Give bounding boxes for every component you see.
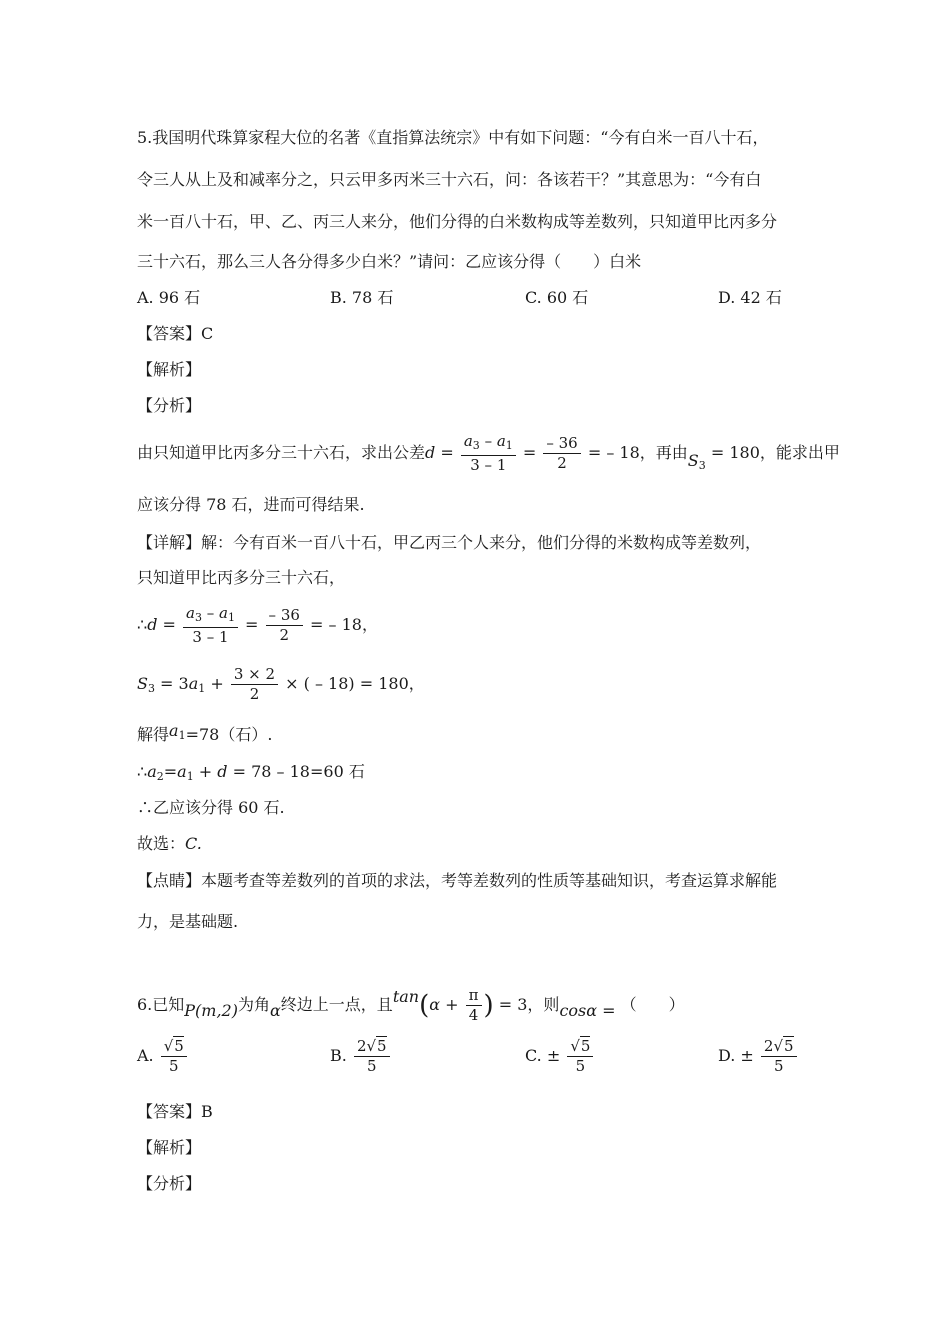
q6-jiexi-heading: 【解析】 (137, 1138, 202, 1157)
q6-fenxi-heading: 【分析】 (137, 1174, 202, 1193)
q5-option-b: B. 78 石 (330, 288, 394, 307)
q6-option-a: A. $\frac{√5}{5}$ (137, 1036, 189, 1076)
q5-jiexi-heading: 【解析】 (137, 360, 202, 379)
q5-detail-line-1: 【详解】解：今有百米一百八十石，甲乙丙三个人来分，他们分得的米数构成等差数列， (137, 533, 762, 552)
q5-formula-s3: $S_3 = 3a_1$ + $\frac{3 \times 2}{2}$ × ( – 18) = 180， (137, 665, 425, 703)
q6-option-b: B. $\frac{2√5}{5}$ (330, 1036, 392, 1076)
q6-answer: 【答案】B (137, 1102, 213, 1121)
q5-option-c: C. 60 石 (525, 288, 589, 307)
q5-formula-d: ∴d = $\frac{a_3 - a_1}{3 - 1}$ = $\frac{- 36}{2}$ = – 18， (137, 604, 378, 646)
q5-line-2: 令三人从上及和减率分之，只云甲多丙米三十六石，问：各该若干？”其意思为：“今有白 (137, 170, 762, 189)
q5-comment-line-1: 【点睛】本题考查等差数列的首项的求法，考等差数列的性质等基础知识，考查运算求解能 (137, 871, 778, 890)
q6-option-d: D. ± $\frac{2√5}{5}$ (718, 1036, 799, 1076)
q5-comment-line-2: 力，是基础题. (137, 912, 239, 931)
q5-option-a: A. 96 石 (137, 288, 201, 307)
q5-solve-a1: 解得$a_1=78$（石）. (137, 721, 273, 744)
q5-detail-line-2: 只知道甲比丙多分三十六石， (137, 568, 346, 587)
q5-fenxi-heading: 【分析】 (137, 396, 202, 415)
q5-conclusion: ∴乙应该分得 60 石. (137, 798, 285, 817)
q5-line-3: 米一百八十石，甲、乙、丙三人来分，他们分得的白米数构成等差数列，只知道甲比丙多分 (137, 212, 778, 231)
q5-option-d: D. 42 石 (718, 288, 782, 307)
q5-analysis-line-2: 应该分得 78 石，进而可得结果. (137, 495, 365, 514)
q6-stem: 6.已知P(m,2)为角α终边上一点，且tan(α + $\frac{\pi}{4}$ ) = 3，则cosα = （ ） (137, 986, 685, 1024)
q5-choose: 故选：C. (137, 834, 202, 853)
q5-answer: 【答案】C (137, 324, 214, 343)
q5-line-4: 三十六石，那么三人各分得多少白米？”请问：乙应该分得（ ）白米 (137, 252, 642, 271)
q6-option-c: C. ± $\frac{√5}{5}$ (525, 1036, 595, 1076)
q5-solve-a2: $\therefore a_2=a_1 + d = 78 - 18=60$ 石 (137, 762, 365, 783)
q5-analysis-line-1: 由只知道甲比丙多分三十六石，求出公差d = $\frac{a_3 - a_1}{3 - 1}$ = $\frac{- 36}{2}$ = – 18，再由$S_3 = 180$，能求出甲 (137, 432, 840, 474)
formula-fraction: $\frac{a_3 - a_1}{3 - 1}$ (461, 432, 516, 475)
q5-line-1: 5.我国明代珠算家程大位的名著《直指算法统宗》中有如下问题：“今有白米一百八十石， (137, 128, 769, 147)
